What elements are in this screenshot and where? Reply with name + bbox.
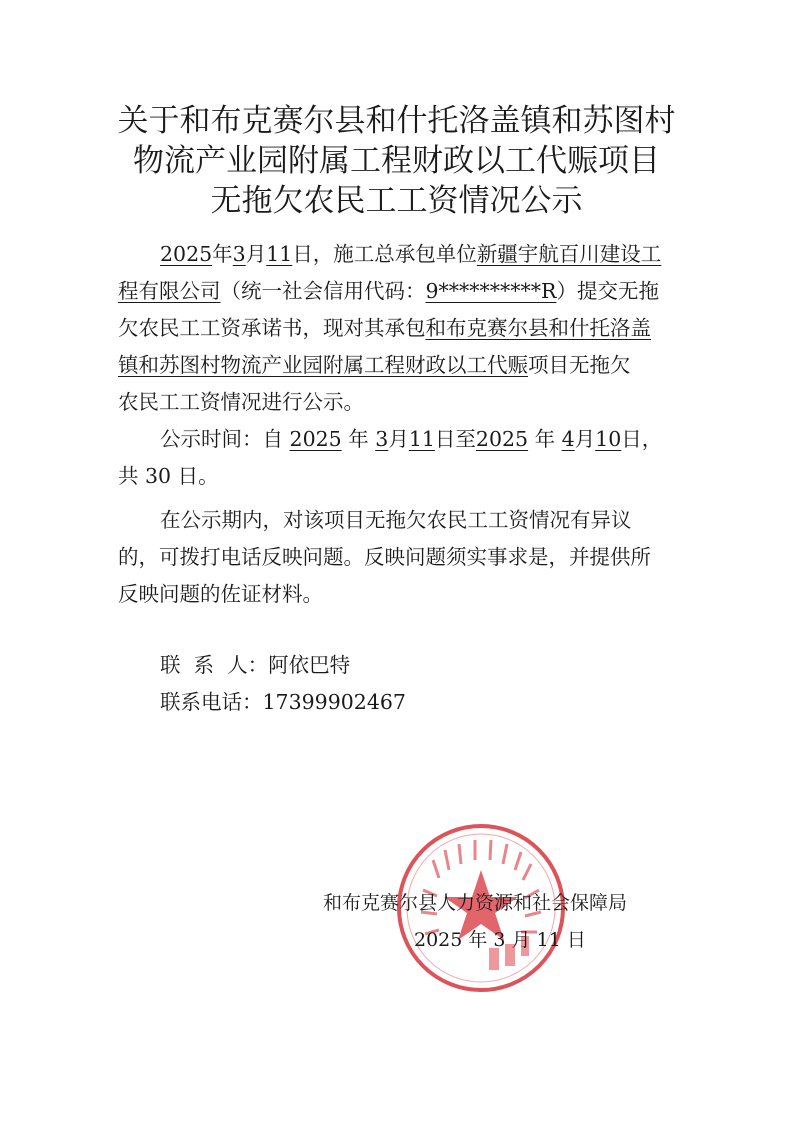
contact-phone: 联系电话：17399902467 (160, 690, 406, 714)
credit-code: 9**********R (425, 279, 557, 303)
p1-line-5: 农民工工资情况进行公示。 (118, 390, 364, 414)
company-name: 新疆宇航百川建设工 (476, 242, 662, 266)
project-name: 和布克赛尔县和什托洛盖 (425, 316, 651, 340)
p3-line-1: 在公示期内，对该项目无拖欠农民工工资情况有异议 (160, 508, 632, 532)
p1-line-1: 2025年3月11日，施工总承包单位新疆宇航百川建设工 (160, 242, 662, 266)
issuing-organization: 和布克赛尔县人力资源和社会保障局 (323, 892, 628, 914)
contact-person: 联 系 人：阿依巴特 (160, 653, 351, 677)
issue-date: 2025 年 3 月 11 日 (414, 929, 586, 951)
p2-line-1: 公示时间：自 2025 年 3月11日至2025 年 4月10日， (160, 427, 663, 451)
p1-line-4: 镇和苏图村物流产业园附属工程财政以工代赈项目无拖欠 (118, 353, 631, 377)
title-line-3: 无拖欠农民工工资情况公示 (210, 183, 583, 219)
p1-line-2: 程有限公司（统一社会信用代码：9**********R）提交无拖 (118, 279, 659, 303)
title-line-2: 物流产业园附属工程财政以工代赈项目 (133, 143, 660, 179)
title-line-1: 关于和布克赛尔县和什托洛盖镇和苏图村 (117, 103, 676, 139)
p2-line-2: 共 30 日。 (118, 464, 219, 488)
p3-line-3: 反映问题的佐证材料。 (118, 582, 323, 606)
p3-line-2: 的，可拨打电话反映问题。反映问题须实事求是，并提供所 (118, 545, 651, 569)
p1-line-3: 欠农民工工资承诺书，现对其承包和布克赛尔县和什托洛盖 (118, 316, 651, 340)
